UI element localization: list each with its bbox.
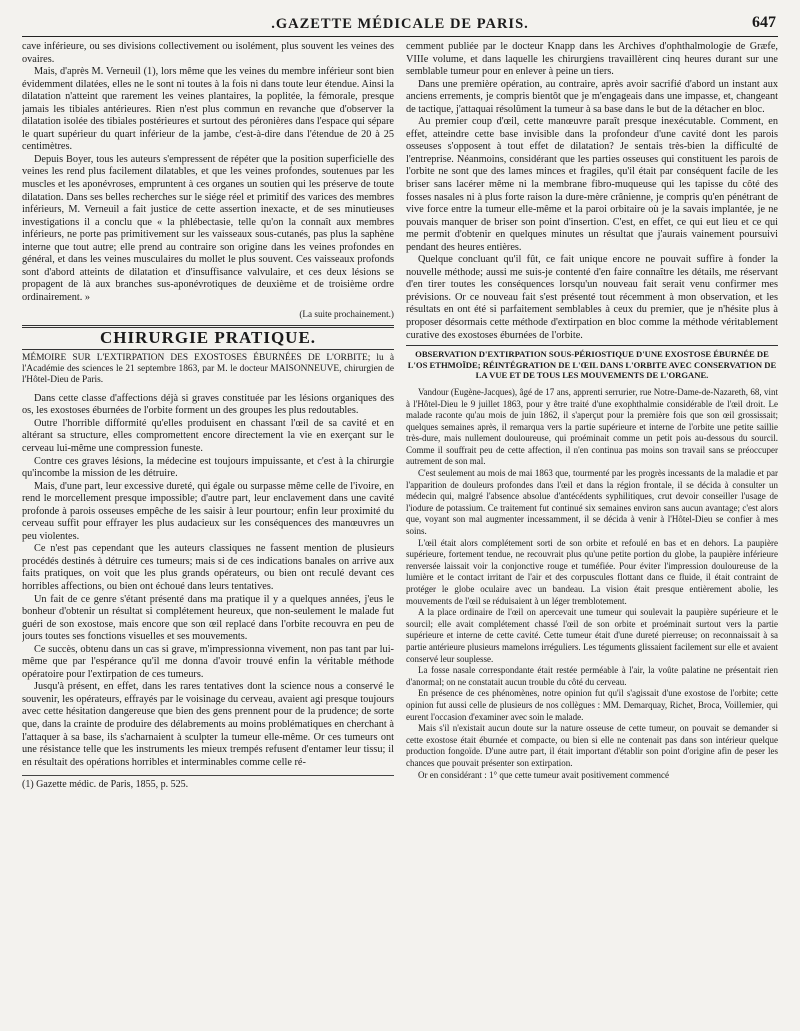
paragraph: Dans une première opération, au contraire, après avoir sacrifié d'abord un instant aux anciens errements, je compris bientôt que je m'engageais dans une impasse, et, changeant de tactique, j'attaquai résolûment la tumeur à sa base dans le but de la détacher en bloc.: [406, 78, 778, 115]
paragraph: Mais s'il n'existait aucun doute sur la nature osseuse de cette tumeur, on pouvait se demander si cette exostose était éburnée et compacte, ou bien si elle ne contenait pas dans son intérieur quelque production fongoïde. D'une autre part, il était important d'établir son point d'origine afin de peser les chances que pouvait présenter son extirpation.: [406, 723, 778, 768]
paragraph: Ce succès, obtenu dans un cas si grave, m'impressionna vivement, non pas tant par lui-même que par l'espérance qu'il me donna d'avoir trouvé enfin la véritable méthode opératoire pour l'extirpation de ces tumeurs.: [22, 643, 394, 680]
paragraph: cemment publiée par le docteur Knapp dans les Archives d'ophthalmologie de Græfe, VIIIe volume, et dans laquelle les chirurgiens travaillèrent cinq heures durant sur une semblable tumeur pour en enlever à peine un tiers.: [406, 41, 778, 78]
observation-heading: OBSERVATION D'EXTIRPATION SOUS-PÉRIOSTIQUE D'UNE EXOSTOSE ÉBURNÉE DE L'OS ETHMOÏDE; RÉINTÉGRATION DE L'ŒIL DANS L'ORBITE AVEC CONSERVATION DE LA VUE ET DE TOUS LES MOUVEMENTS DE L'ORGANE.: [407, 349, 777, 381]
continued-note: (La suite prochainement.): [299, 309, 394, 320]
paragraph: Or en considérant : 1° que cette tumeur avait positivement commencé: [418, 769, 670, 780]
paragraph: Jusqu'à présent, en effet, dans les rares tentatives dont la science nous a conservé le souvenir, les opérateurs, effrayés par le voisinage du cerveau, avaient agi presque toujours avec cette hésitation dangereuse que bien des gens prennent pour de la prudence; de sorte que, dans la crainte de produire des délabrements au moins problématiques en cherchant à l'attaquer à sa base, ils s'acharnaient à sculpter la tumeur elle-même. Or ces tumeurs ont une résistance telle que les instruments les mieux trempés refusent d'entamer leur tissu; il en résultait des opérations horribles et interminables comme celle ré-: [22, 681, 394, 768]
page-number: 647: [752, 14, 776, 31]
paragraph: Au premier coup d'œil, cette manœuvre paraît presque inexécutable. Comment, en effet, atteindre cette base invisible dans la profondeur d'une cavité dont les parois osseuses s'opposent à tout effet de dilatation? Je sentais très-bien la difficulté de l'entreprise. Néanmoins, considérant que les parties osseuses qui constituent les parois de l'orbite ne sont que des lames minces et fragiles, qu'il était par conséquent facile de les briser sans lacérer même ni la membrane fibro-muqueuse qui les tapisse du côté des fosses nasales ni à plus forte raison la dure-mère crânienne, je compris qu'en pénétrant de vive force entre la tumeur elle-même et la paroi orbitaire où je la savais implantée, je ne pouvais manquer de briser son point d'insertion. C'est, en effet, ce qui eut lieu et ce qui me permit d'obtenir en quelques minutes un résultat que j'aurais vainement poursuivi pendant des heures entières.: [406, 116, 778, 253]
paragraph: Outre l'horrible difformité qu'elles produisent en chassant l'œil de sa cavité et en altérant sa structure, elles compromettent encore directement la vie en exerçant sur le cerveau lui-même une compression funeste.: [22, 417, 394, 454]
article-subheading: MÉMOIRE SUR L'EXTIRPATION DES EXOSTOSES ÉBURNÉES DE L'ORBITE; lu à l'Académie des sciences le 21 septembre 1863, par M. le docteur MAISONNEUVE, chirurgien de l'Hôtel-Dieu de Paris.: [22, 352, 394, 386]
paragraph: Mais, d'une part, leur excessive dureté, qui égale ou surpasse même celle de l'ivoire, en rend le morcellement presque impossible; d'autre part, leur enclavement dans une cavité profonde à parois osseuses empêche de les saisir à leur pourtour; enfin leur proximité du cerveau suffit pour effrayer les plus audacieux sur les conséquences des manœuvres un peu violentes.: [22, 480, 394, 542]
right-column: [406, 41, 778, 1031]
paragraph: Dans cette classe d'affections déjà si graves constituée par les lésions organiques des os, les exostoses éburnées de l'orbite forment un des groupes les plus redoutables.: [22, 392, 394, 417]
divider: [406, 345, 778, 346]
paragraph: Vandour (Eugène-Jacques), âgé de 17 ans, apprenti serrurier, rue Notre-Dame-de-Nazareth, 68, vint à l'Hôtel-Dieu le 9 juillet 1863, pour y être traité d'une exophthalmie considérable de l'œil droit. Le malade raconte qu'au mois de juin 1862, il s'aperçut pour la première fois que son œil grossissait; quelques semaines après, il remarqua vers la partie supérieure et interne de l'orbite une petite saillie très-dure, mais nullement douloureuse, qui proéminait comme un petit pois au-dessous du sourcil. Comme il souffrait peu de cette affection, il n'en continua pas moins son travail sans se préoccuper autrement de son mal.: [406, 386, 778, 467]
left-column: [22, 41, 394, 1031]
paragraph: Ce n'est pas cependant que les auteurs classiques ne fassent mention de plusieurs procédés destinés à détruire ces tumeurs; mais si de ces indications banales on arrive aux faits pratiques, on voit que les plus grands opérateurs, ou bien ont reculé devant ces horribles affections, ou bien ont échoué dans leurs tentatives.: [22, 543, 394, 592]
paragraph: Mais, d'après M. Verneuil (1), lors même que les veines du membre inférieur sont bien évidemment dilatées, elles ne le sont ni toutes à la fois ni dans toute leur étendue. Ainsi la dilatation n'atteint que rarement les veines plantaires, la poplitée, la fémorale, presque jamais les tibiales antérieures. Rien n'est plus commun en revanche que d'observer la dilatation isolée des tibiales postérieures et surtout des péronières dans l'espace qui sépare le quart supérieur du quart inférieur de la jambe, c'est-à-dire dans l'étendue de 20 à 25 centimètres.: [22, 66, 394, 153]
paragraph: Contre ces graves lésions, la médecine est toujours impuissante, et c'est à la chirurgie qu'incombe la mission de les détruire.: [22, 455, 394, 480]
paragraph: Depuis Boyer, tous les auteurs s'empressent de répéter que la position superficielle des veines les rend plus facilement dilatables, et que les veines profondes, soutenues par les muscles et les aponévroses, empruntent à ces organes un soutien qui les préserve de toute dilatation. Dans ses belles recherches sur le siége réel et primitif des varices des membres inférieurs, M. Verneuil a fait justice de cette assertion inexacte, et de ses minutieuses investigations il a conclu que « la phlébectasie, telle qu'on la connaît aux membres inférieurs, ne porte pas primitivement sur les vaisseaux sous-cutanés, pas plus la saphène interne que tout autre; elle prend au contraire son origine dans les veines profondes en général, et dans les veines musculaires du mollet le plus souvent. Ces vaisseaux profonds sont d'abord atteints de dilatation et d'insuffisance valvulaire, et ces deux lésions se propagent de là aux branches sus-aponévrotiques de deuxième et de troisième ordre ordinairement. »: [22, 153, 394, 303]
observation-body: [406, 387, 778, 781]
footnote: (1) Gazette médic. de Paris, 1855, p. 525.: [22, 775, 394, 792]
two-column-body: [22, 41, 778, 1031]
paragraph: C'est seulement au mois de mai 1863 que, tourmenté par les progrès incessants de la maladie et par l'apparition de douleurs profondes dans l'œil et dans la région frontale, il se décida à consulter un médecin qui, malgré l'absence absolue d'antécédents syphilitiques, crut devoir conseiller l'usage de l'iodure de potassium. Ce traitement fut continué six semaines environ sans aucun avantage; c'est alors que, voyant son mal augmenter incessamment, il se décida à venir à l'Hôtel-Dieu se confier à mes soins.: [406, 468, 778, 537]
paragraph: En présence de ces phénomènes, notre opinion fut qu'il s'agissait d'une exostose de l'orbite; cette opinion fut aussi celle de plusieurs de nos collègues : MM. Demarquay, Richet, Broca, Voillemier, qui eurent l'occasion d'examiner avec soin le malade.: [406, 688, 778, 722]
running-head: [22, 14, 778, 37]
paragraph: Quelque concluant qu'il fût, ce fait unique encore ne pouvait suffire à fonder la nouvelle méthode; aussi me suis-je contenté d'en faire connaître les détails, me réservant d'en tirer toutes les conséquences lorsqu'un nouveau fait serait venu confirmer mes prévisions. Or ce nouveau fait s'est présenté tout récemment à mon observation, et les résultats en ont été si parfaitement semblables à ceux du premier, que je n'hésite plus à proposer désormais cette méthode d'extirpation en bloc comme la méthode véritablement curative des exostoses éburnées de l'orbite.: [406, 254, 778, 341]
journal-title: .GAZETTE MÉDICALE DE PARIS.: [271, 16, 529, 32]
paragraph: cave inférieure, ou ses divisions collectivement ou isolément, plus souvent les veines des ovaires.: [22, 41, 394, 65]
paragraph: Un fait de ce genre s'étant présenté dans ma pratique il y a quelques années, j'eus le bonheur d'obtenir un résultat si complétement heureux, que non-seulement le malade fut guéri de son exostose, mais encore que son œil replacé dans l'orbite recouvra en peu de jours toutes ses fonctions visuelles et ses mouvements.: [22, 593, 394, 643]
divider: [22, 349, 394, 350]
paragraph: L'œil était alors complétement sorti de son orbite et refoulé en bas et en dehors. La paupière supérieure, fortement tendue, ne recouvrait plus qu'une petite portion du globe, la paupière inférieure renversée laissait voir la conjonctive rouge et tuméfiée. Pour éviter l'impression douloureuse de la lumière et le contact irritant de l'air et des corpuscules flottant dans ce fluide, il était contraint de protéger le globe oculaire avec un bandeau. La vision était presque entièrement abolie, les mouvements de l'œil se réduisaient à un léger tremblotement.: [406, 537, 778, 606]
paragraph: La fosse nasale correspondante était restée perméable à l'air, la voûte palatine ne présentait rien d'anormal; on ne constatait aucun trouble du côté du cerveau.: [406, 665, 778, 687]
paragraph: A la place ordinaire de l'œil on apercevait une tumeur qui soulevait la paupière supérieure et le sourcil; elle avait complétement chassé l'œil de son orbite et proéminait surtout vers la partie supérieure et interne de cette cavité. Cette tumeur était d'une dureté pierreuse; on reconnaissait à sa partie antérieure plusieurs mamelons irréguliers. Les téguments glissaient facilement sur elle et avaient conservé leur souplesse.: [406, 607, 778, 664]
section-title: CHIRURGIE PRATIQUE.: [99, 328, 317, 348]
